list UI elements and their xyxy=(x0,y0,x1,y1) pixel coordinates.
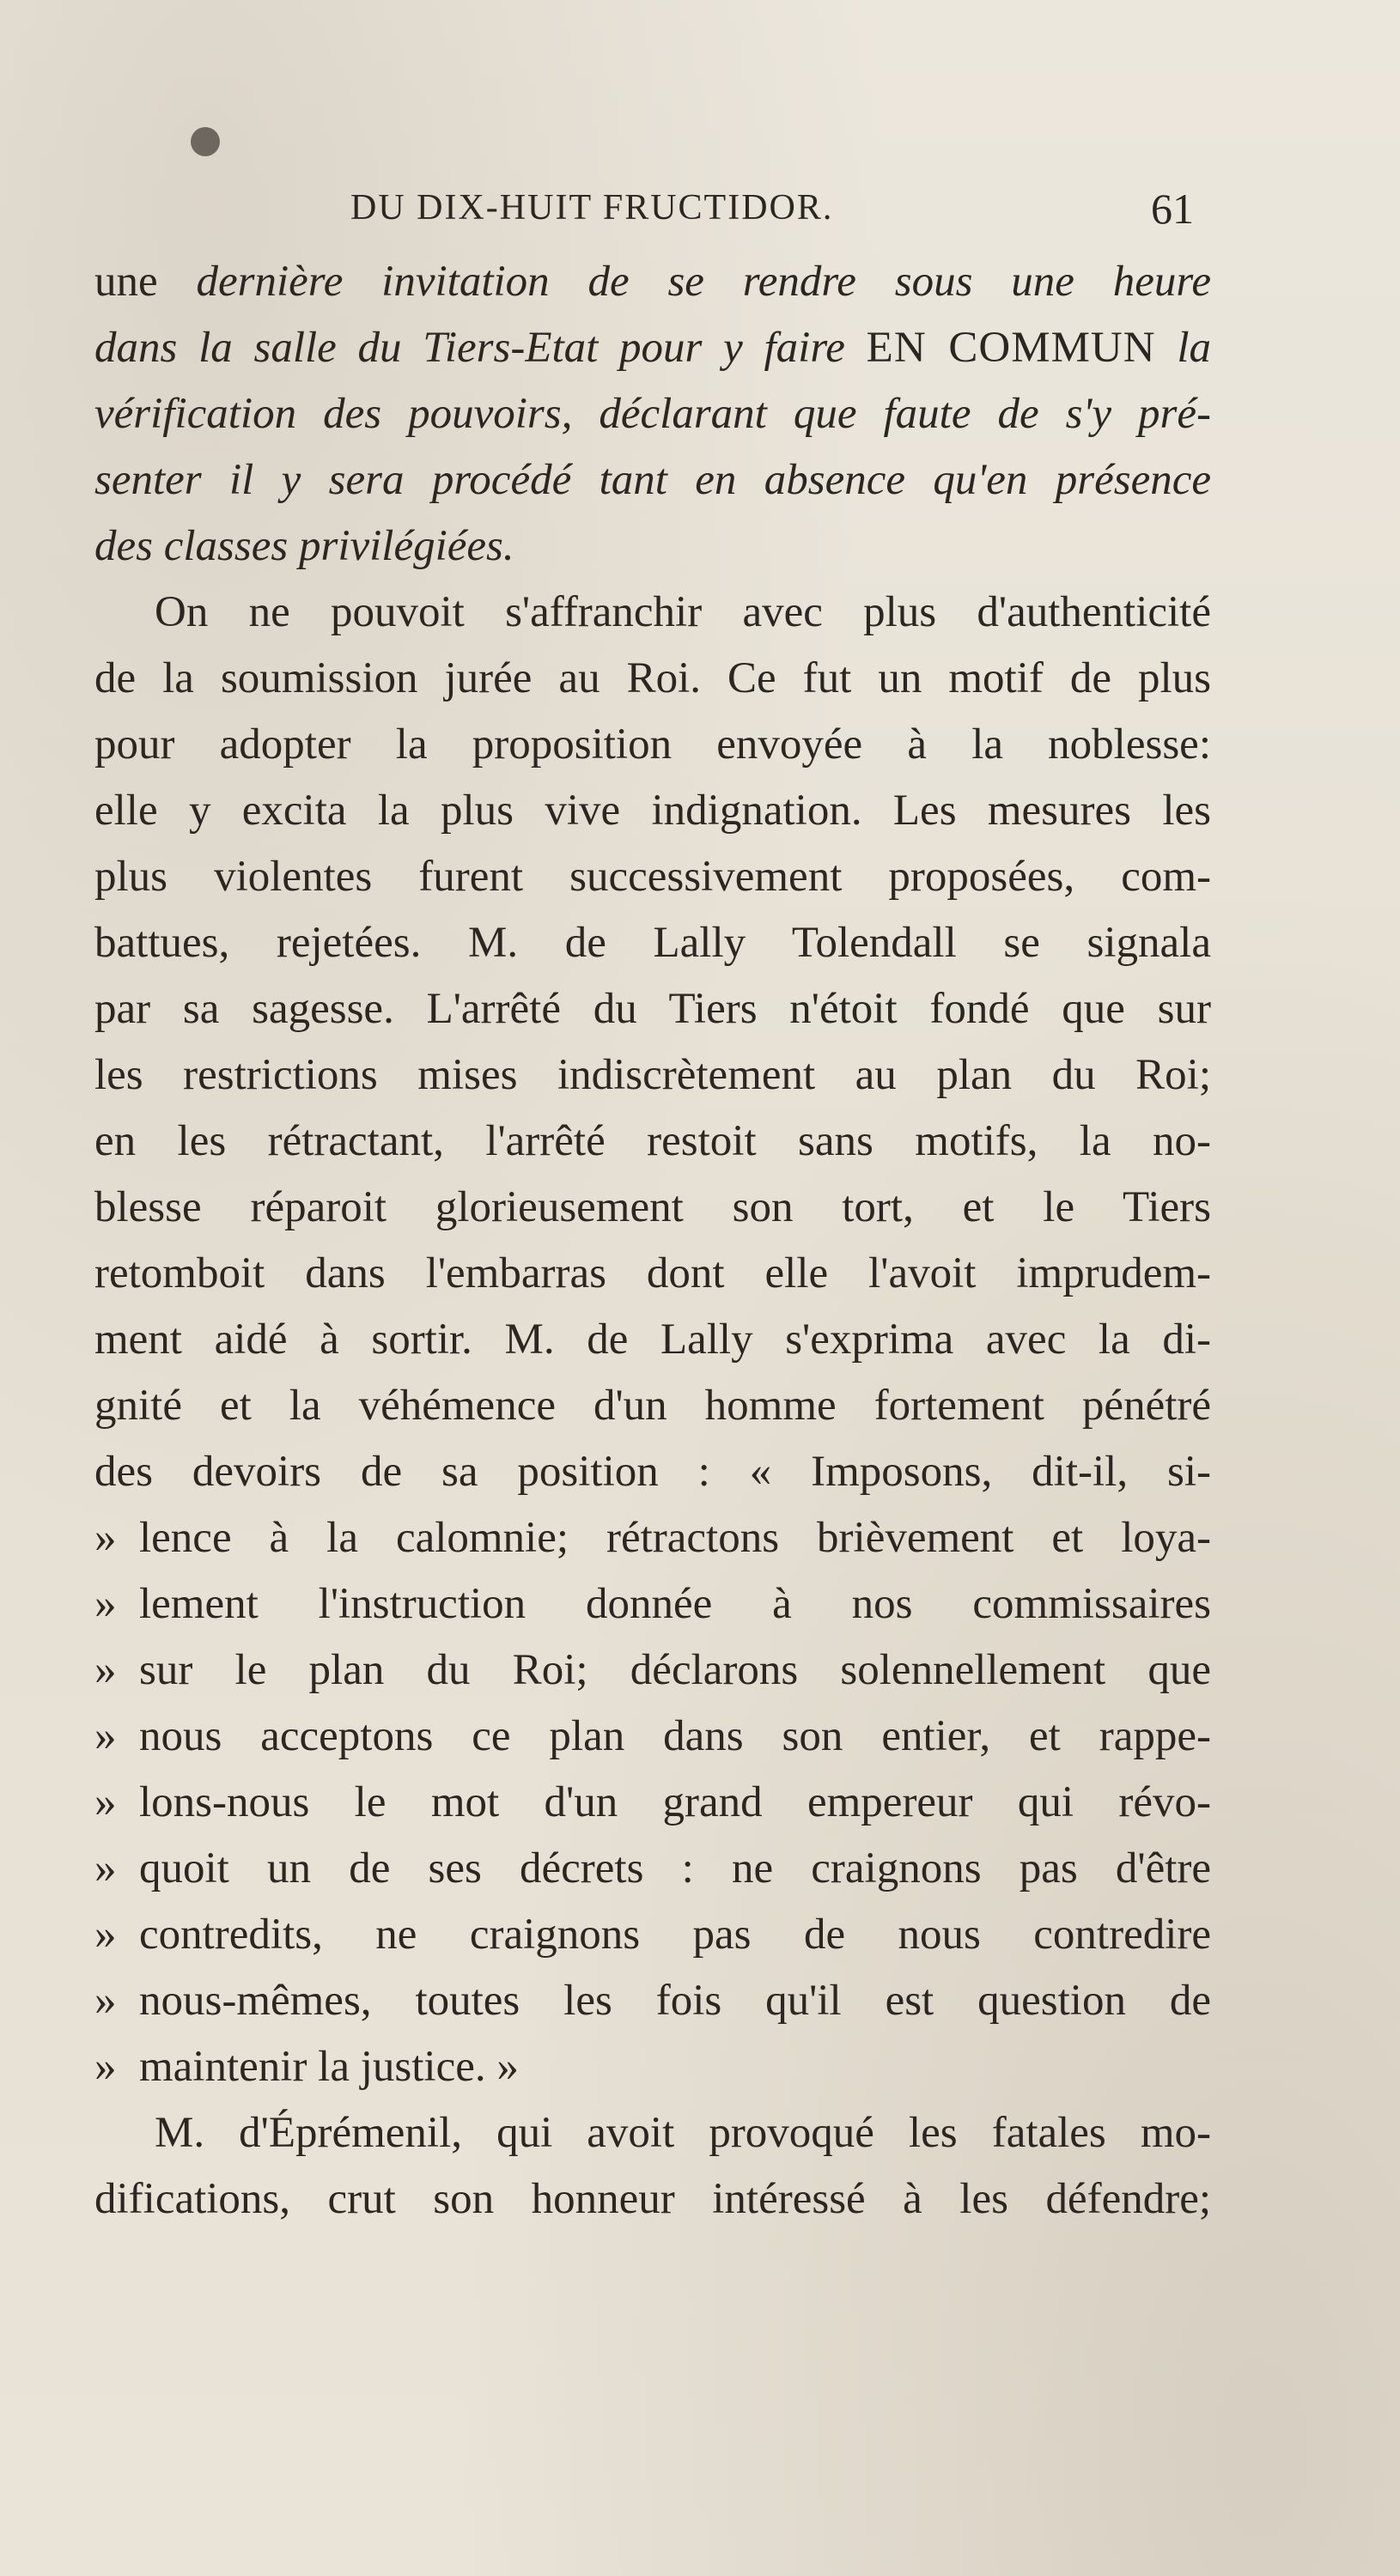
text-segment: lence à la calomnie; rétractons brièvement et loya- xyxy=(139,1514,1211,1562)
text-segment: des classes privilégiées. xyxy=(94,522,514,570)
text-line xyxy=(94,1902,1211,1968)
text-segment: difications, crut son honneur intéressé à les défendre; xyxy=(94,2175,1211,2223)
text-line xyxy=(94,1373,1211,1439)
text-segment: battues, rejetées. M. de Lally Tolendall se signala xyxy=(94,919,1211,967)
quote-mark: » xyxy=(94,1844,117,1893)
text-line xyxy=(94,1968,1211,2034)
text-line xyxy=(94,1505,1211,1571)
body-text xyxy=(94,249,1211,2233)
text-line xyxy=(94,249,1211,315)
text-segment: dernière invitation de se rendre sous une heure xyxy=(196,258,1211,306)
text-line xyxy=(94,2034,1211,2100)
running-title: DU DIX-HUIT FRUCTIDOR. xyxy=(350,188,834,228)
text-segment: en les rétractant, l'arrêté restoit sans motifs, la no- xyxy=(94,1117,1211,1165)
text-line xyxy=(94,778,1211,844)
text-segment: senter il y sera procédé tant en absence qu'en présence xyxy=(94,456,1211,504)
text-segment: On ne pouvoit s'affranchir avec plus d'authenticité xyxy=(155,588,1211,636)
text-segment: vérification des pouvoirs, déclarant que faute de s'y pré- xyxy=(94,390,1211,438)
text-segment: nous acceptons ce plan dans son entier, et rappe- xyxy=(139,1712,1211,1760)
text-line xyxy=(94,381,1211,447)
text-line xyxy=(94,712,1211,778)
text-segment: M. d'Éprémenil, qui avoit provoqué les fatales mo- xyxy=(155,2109,1211,2157)
text-segment: dans la salle du Tiers-Etat pour y faire xyxy=(94,324,867,372)
quote-mark: » xyxy=(94,1977,117,2025)
text-line xyxy=(94,1175,1211,1241)
text-segment: ment aidé à sortir. M. de Lally s'exprima avec la di- xyxy=(94,1315,1211,1364)
quote-mark: » xyxy=(94,1646,117,1694)
text-segment: plus violentes furent successivement proposées, com- xyxy=(94,853,1211,901)
text-segment: une xyxy=(94,258,197,306)
text-segment: de la soumission jurée au Roi. Ce fut un motif de plus xyxy=(94,654,1211,702)
quote-mark: » xyxy=(94,1580,117,1628)
text-segment: contredits, ne craignons pas de nous contredire xyxy=(139,1911,1211,1959)
text-line xyxy=(94,646,1211,712)
text-segment: elle y excita la plus vive indignation. Les mesures les xyxy=(94,787,1211,835)
text-segment: EN COMMUN xyxy=(866,324,1156,372)
text-line xyxy=(94,513,1211,580)
text-line xyxy=(94,1836,1211,1902)
text-line xyxy=(94,910,1211,976)
text-segment: retomboit dans l'embarras dont elle l'avoit imprudem- xyxy=(94,1249,1211,1297)
text-segment: quoit un de ses décrets : ne craignons pas d'être xyxy=(139,1844,1211,1893)
quote-mark: » xyxy=(94,1911,117,1959)
text-line xyxy=(94,1704,1211,1770)
ink-spot xyxy=(191,127,220,156)
text-line xyxy=(94,447,1211,513)
text-segment: pour adopter la proposition envoyée à la noblesse: xyxy=(94,720,1211,769)
text-segment: maintenir la justice. » xyxy=(139,2043,519,2091)
text-segment: lons-nous le mot d'un grand empereur qui révo- xyxy=(139,1778,1211,1826)
text-segment: nous-mêmes, toutes les fois qu'il est question de xyxy=(139,1977,1211,2025)
text-line xyxy=(94,1637,1211,1704)
text-line xyxy=(94,976,1211,1042)
quote-mark: » xyxy=(94,2043,117,2091)
text-line xyxy=(94,1109,1211,1175)
quote-mark: » xyxy=(94,1514,117,1562)
text-line xyxy=(94,2166,1211,2233)
text-line xyxy=(94,1042,1211,1109)
text-segment: la xyxy=(1155,324,1212,372)
text-segment: les restrictions mises indiscrètement au plan du Roi; xyxy=(94,1051,1211,1099)
text-line xyxy=(94,1307,1211,1373)
page-header xyxy=(0,187,1400,239)
text-line xyxy=(94,2100,1211,2166)
text-line xyxy=(94,844,1211,910)
text-segment: des devoirs de sa position : « Imposons, dit-il, si- xyxy=(94,1448,1211,1496)
text-segment: sur le plan du Roi; déclarons solennellement que xyxy=(139,1646,1211,1694)
text-segment: par sa sagesse. L'arrêté du Tiers n'étoit fondé que sur xyxy=(94,985,1211,1033)
text-line xyxy=(94,580,1211,646)
text-segment: lement l'instruction donnée à nos commissaires xyxy=(139,1580,1211,1628)
text-line xyxy=(94,1571,1211,1637)
text-line xyxy=(94,315,1211,381)
text-segment: gnité et la véhémence d'un homme fortement pénétré xyxy=(94,1382,1211,1430)
quote-mark: » xyxy=(94,1712,117,1760)
text-line xyxy=(94,1439,1211,1505)
page-number: 61 xyxy=(1151,185,1194,233)
text-segment: blesse réparoit glorieusement son tort, et le Tiers xyxy=(94,1183,1211,1231)
text-line xyxy=(94,1770,1211,1836)
quote-mark: » xyxy=(94,1778,117,1826)
text-line xyxy=(94,1241,1211,1307)
